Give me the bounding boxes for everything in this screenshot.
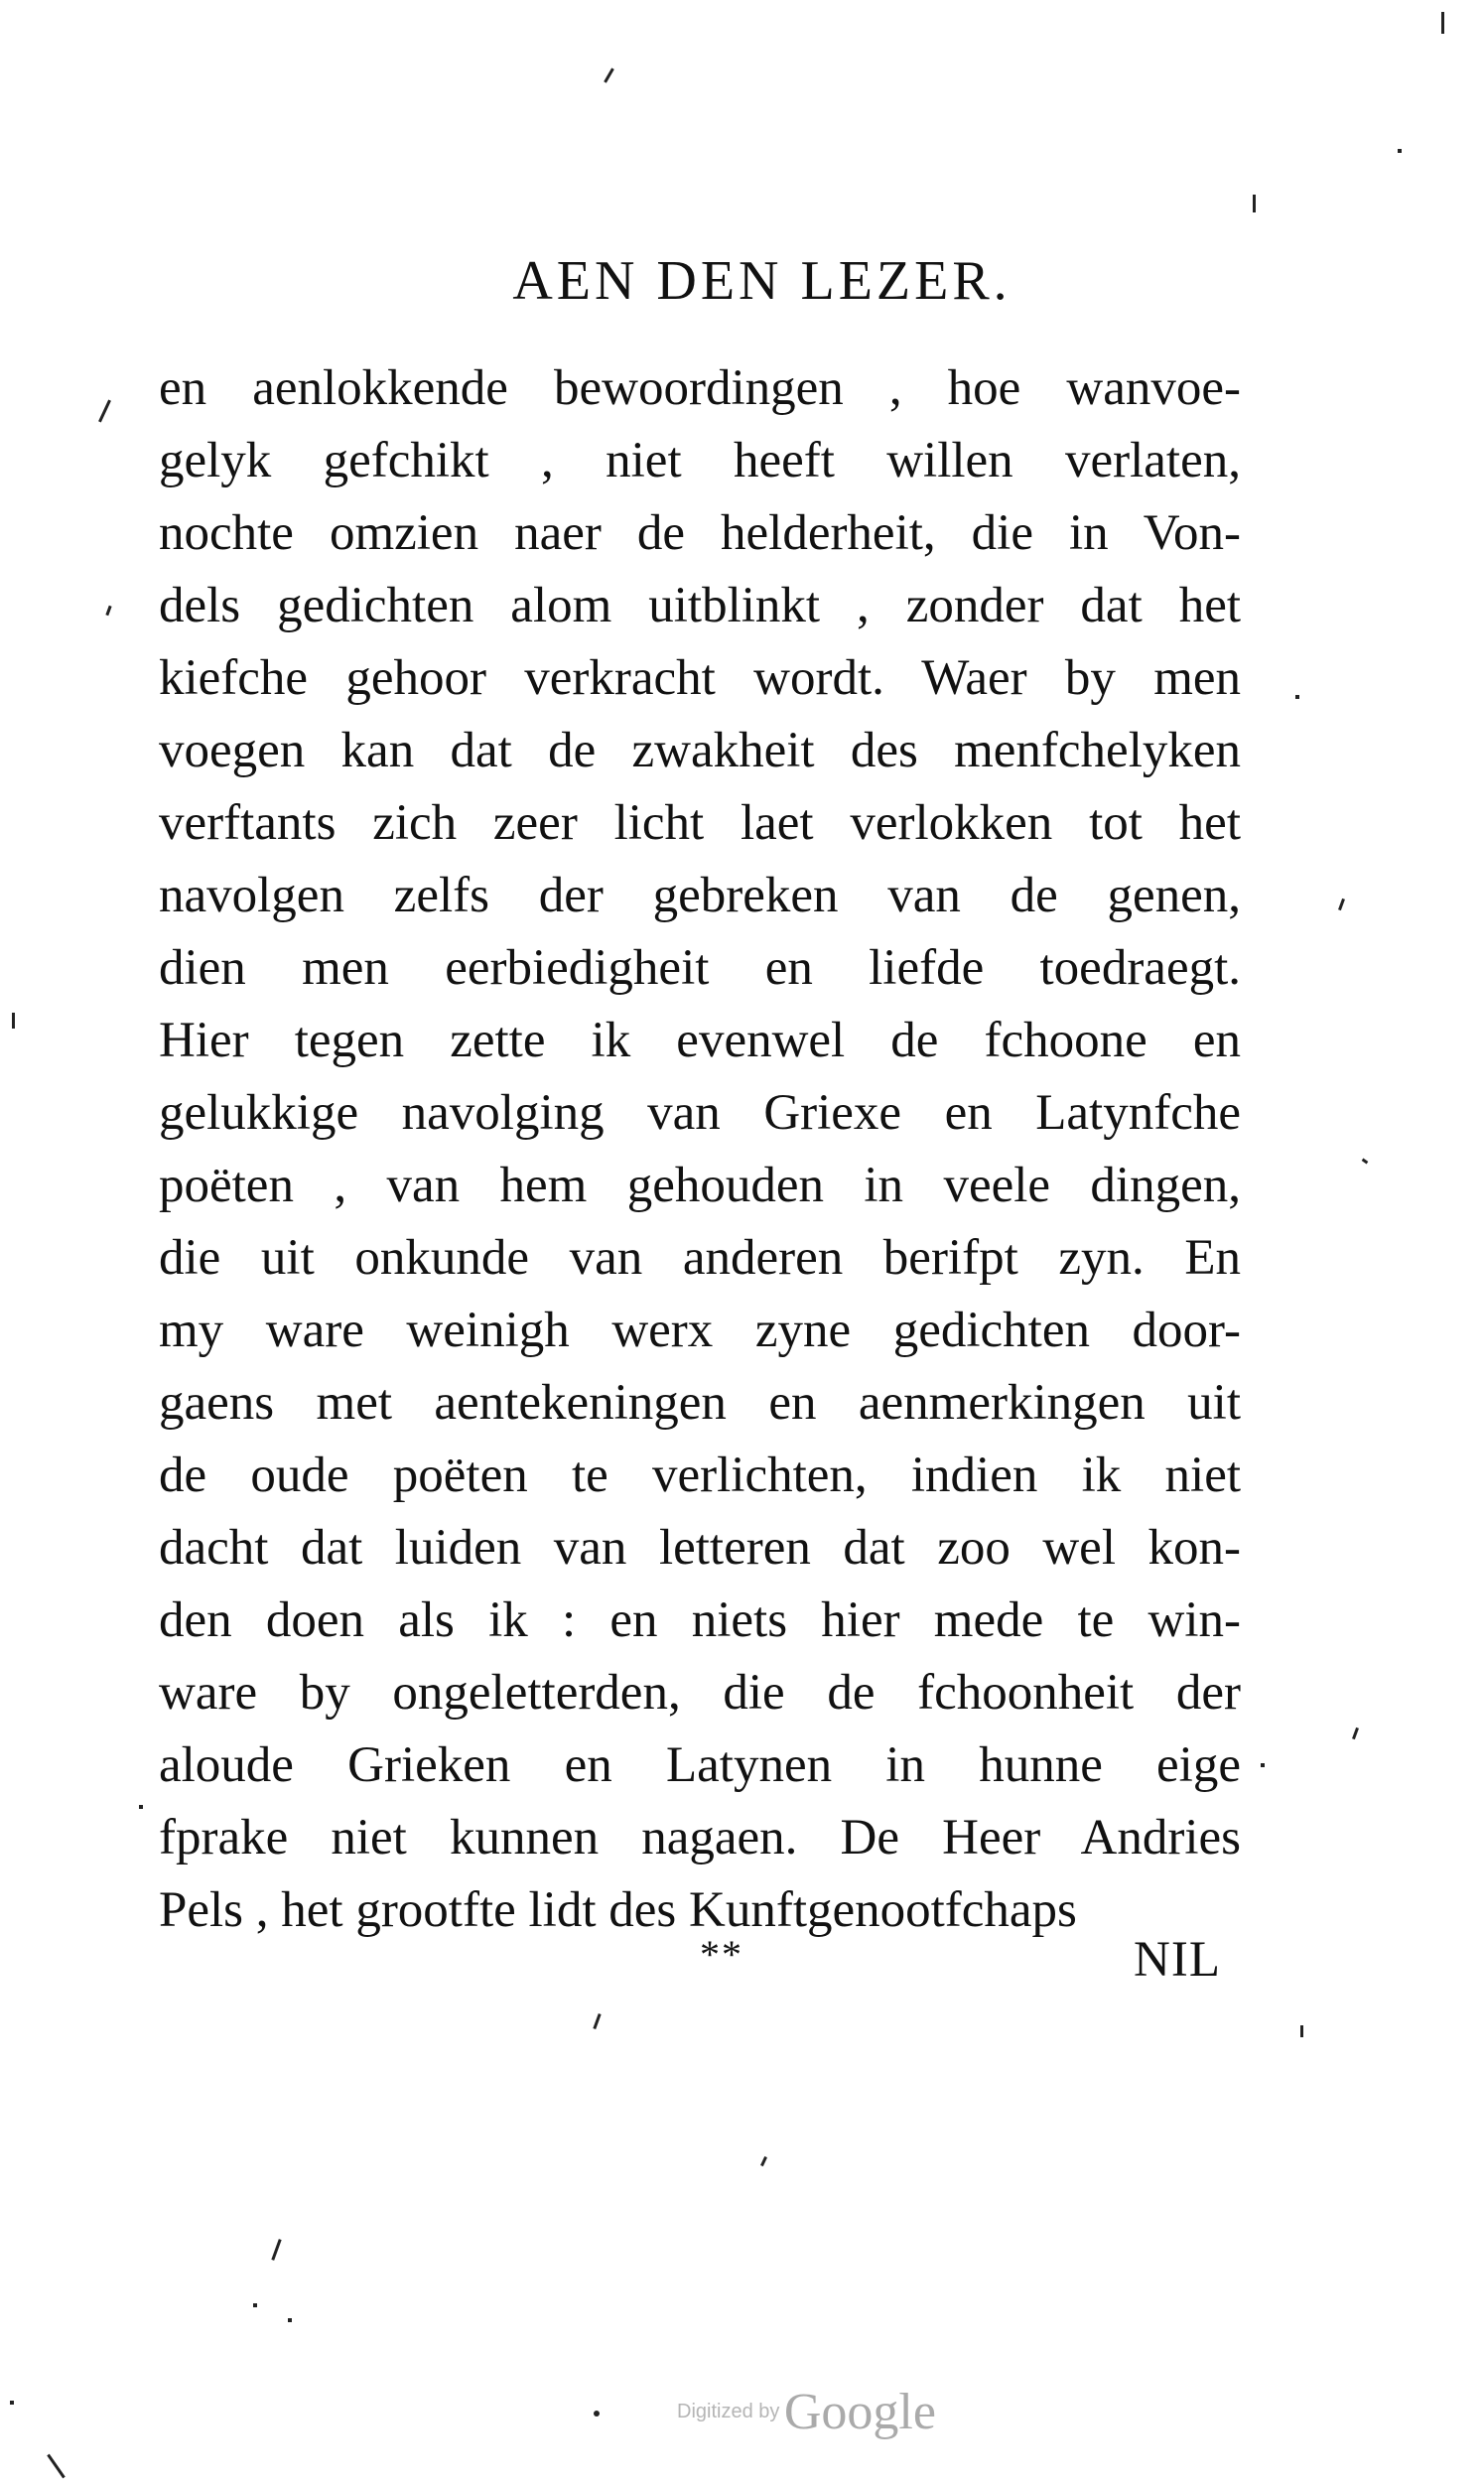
scan-speck [1253,195,1256,212]
watermark-prefix: Digitized by [677,2401,780,2422]
text-line: navolgen zelfs der gebreken van de genen, [159,868,1241,923]
text-line: Pels , het grootfte lidt des Kunftgenootfchaps [159,1882,1077,1938]
scan-speck [47,2454,66,2479]
scan-speck [1300,2025,1303,2037]
text-line: dacht dat luiden van letteren dat zoo wel kon- [159,1520,1241,1576]
text-line: verftants zich zeer licht laet verlokken tot het [159,795,1241,851]
scan-speck [271,2239,281,2261]
text-line: my ware weinigh werx zyne gedichten door- [159,1303,1241,1358]
text-line: de oude poëten te verlichten, indien ik niet [159,1448,1241,1503]
text-line: en aenlokkende bewoordingen , hoe wanvoe- [159,360,1241,416]
scan-speck [1261,1763,1265,1767]
scan-speck [12,1013,15,1029]
body-text [159,352,1241,1947]
text-line: die uit onkunde van anderen berifpt zyn. En [159,1230,1241,1286]
catchword: NIL [1134,1932,1221,1988]
text-line: voegen kan dat de zwakheit des menfchelyken [159,723,1241,778]
scan-speck [288,2318,292,2322]
digitized-watermark [0,2383,1484,2441]
text-line: fprake niet kunnen nagaen. De Heer Andries [159,1810,1241,1865]
text-line: gaens met aentekeningen en aenmerkingen uit [159,1375,1241,1431]
text-line: dien men eerbiedigheit en liefde toedraegt. [159,940,1241,996]
scan-speck [760,2156,767,2166]
running-head: AEN DEN LEZER. [512,250,1012,312]
scan-speck [593,2013,601,2029]
text-line: gelukkige navolging van Griexe en Latynfche [159,1085,1241,1141]
text-line: poëten , van hem gehouden in veele dingen, [159,1158,1241,1213]
text-line: den doen als ik : en niets hier mede te win- [159,1592,1241,1648]
scan-speck [10,2401,14,2405]
scan-speck [1398,149,1402,153]
scan-speck [139,1805,143,1809]
scan-speck [594,2411,600,2417]
text-line: kiefche gehoor verkracht wordt. Waer by men [159,650,1241,706]
text-line: nochte omzien naer de helderheit, die in Von- [159,505,1241,561]
scan-speck [98,399,111,422]
text-line: ware by ongeletterden, die de fchoonheit der [159,1665,1241,1721]
scan-speck [1352,1727,1359,1739]
signature-mark: ** [700,1932,743,1977]
scan-speck [253,2303,257,2307]
scan-speck [604,68,614,82]
scan-speck [105,606,111,616]
text-line: dels gedichten alom uitblinkt , zonder dat het [159,578,1241,633]
text-line: aloude Grieken en Latynen in hunne eige [159,1737,1241,1793]
scan-speck [1362,1159,1369,1165]
google-logo: Google [783,2384,936,2440]
scan-speck [1338,898,1345,910]
scan-speck [1295,695,1299,699]
page-footer-line [159,1931,1241,2001]
text-line: gelyk gefchikt , niet heeft willen verlaten, [159,433,1241,488]
text-line: Hier tegen zette ik evenwel de fchoone en [159,1013,1241,1068]
scan-speck [1441,12,1444,34]
